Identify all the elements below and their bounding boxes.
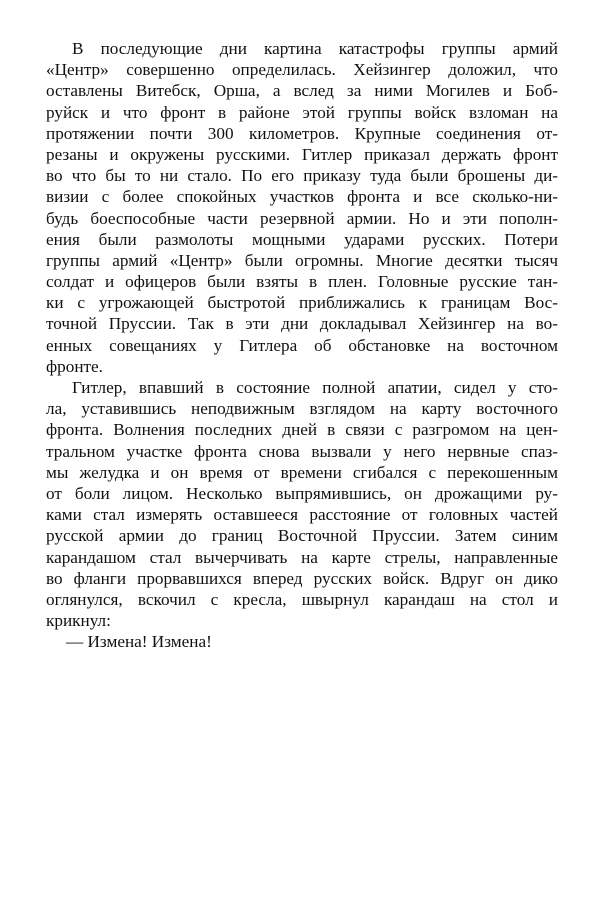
text-line: от боли лицом. Несколько выпрямившись, он дрожащими ру- xyxy=(46,483,558,503)
text-line: фронте. xyxy=(46,356,103,376)
text-line: «Центр» совершенно определилась. Хейзингер доложил, что xyxy=(46,60,558,80)
text-line: енных совещаниях у Гитлера об обстановке на восточном xyxy=(46,335,558,355)
paragraph-2 xyxy=(46,377,558,631)
text-line: — Измена! Измена! xyxy=(66,632,212,652)
document-page xyxy=(46,38,558,652)
text-line: резаны и окружены русскими. Гитлер приказал держать фронт xyxy=(46,144,558,164)
text-line: руйск и что фронт в районе этой группы войск взломан на xyxy=(46,102,558,122)
text-line: будь боеспособные части резервной армии. Но и эти пополн- xyxy=(46,208,558,228)
text-line: карандашом стал вычерчивать на карте стрелы, направленные xyxy=(46,547,558,567)
text-line: ками стал измерять оставшееся расстояние от головных частей xyxy=(46,505,558,525)
text-line: оставлены Витебск, Орша, а вслед за ними Могилев и Боб- xyxy=(46,81,558,101)
text-line: Гитлер, впавший в состояние полной апатии, сидел у сто- xyxy=(72,378,558,397)
text-line: оглянулся, вскочил с кресла, швырнул карандаш на стол и xyxy=(46,589,558,609)
text-line: протяжении почти 300 километров. Крупные соединения от- xyxy=(46,123,558,143)
text-line: во фланги прорвавшихся вперед русских войск. Вдруг он дико xyxy=(46,568,558,588)
text-line: русской армии до границ Восточной Пруссии. Затем синим xyxy=(46,526,558,546)
paragraph-3-dialogue xyxy=(46,631,558,652)
text-line: точной Пруссии. Так в эти дни докладывал Хейзингер на во- xyxy=(46,314,558,334)
text-line: фронта. Волнения последних дней в связи с разгромом на цен- xyxy=(46,420,558,440)
text-line: ения были размолоты мощными ударами русских. Потери xyxy=(46,229,558,249)
text-line: солдат и офицеров были взяты в плен. Головные русские тан- xyxy=(46,272,558,292)
paragraph-1 xyxy=(46,38,558,377)
text-line: ки с угрожающей быстротой приближались к границам Вос- xyxy=(46,293,558,313)
text-line: тральном участке фронта снова вызвали у него нервные спаз- xyxy=(46,441,558,461)
text-line: группы армий «Центр» были огромны. Многие десятки тысяч xyxy=(46,250,558,270)
text-line: крикнул: xyxy=(46,611,111,631)
text-line: В последующие дни картина катастрофы группы армий xyxy=(72,39,558,58)
text-line: ла, уставившись неподвижным взглядом на карту восточного xyxy=(46,399,558,419)
text-line: визии с более спокойных участков фронта и все сколько-ни- xyxy=(46,187,558,207)
text-line: во что бы то ни стало. По его приказу туда были брошены ди- xyxy=(46,166,558,186)
text-line: мы желудка и он время от времени сгибался с перекошенным xyxy=(46,462,558,482)
